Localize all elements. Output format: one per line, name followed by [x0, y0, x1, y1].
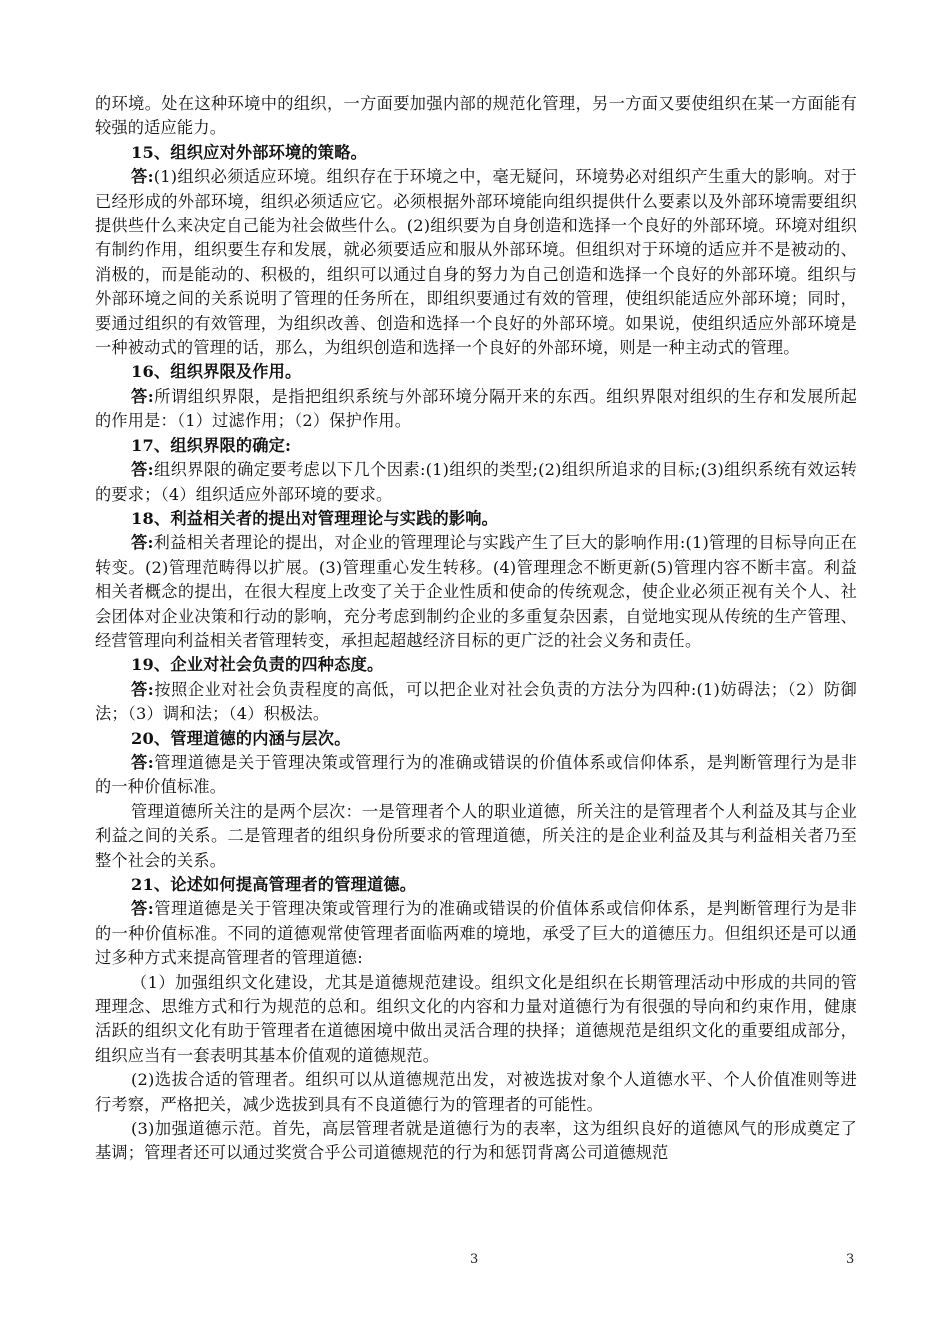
answer-text: 所谓组织界限，是指把组织系统与外部环境分隔开来的东西。组织界限对组织的生存和发展所起的作用是：（1）过滤作用；（2）保护作用。 — [95, 386, 857, 431]
paragraph: (3)加强道德示范。首先，高层管理者就是道德行为的表率，这为组织良好的道德风气的形成奠定了基调；管理者还可以通过奖赏合乎公司道德规范的行为和惩罚背离公司道德规范 — [95, 1119, 857, 1163]
answer-paragraph — [95, 531, 857, 653]
page-number-center: 3 — [470, 1252, 479, 1267]
answer-label: 答: — [131, 533, 154, 553]
section-heading-15: 15、组织应对外部环境的策略。 — [131, 142, 367, 162]
document-body — [95, 92, 857, 1166]
section-heading-17: 17、组织界限的确定: — [131, 435, 292, 455]
answer-text: 利益相关者理论的提出，对企业的管理理论与实践产生了巨大的影响作用:(1)管理的目标导向正在转变。(2)管理范畴得以扩展。(3)管理重心发生转移。(4)管理理念不断更新(5)管理内容不断丰富。利益相关者概念的提出，在很大程度上改变了关于企业性质和使命的传统观念，使企业必须正视有关个人、社会团体对企业决策和行动的影响，充分考虑到制约企业的多重复杂因素，自觉地实现从传统的生产管理、经营管理向利益相关者管理转变，承担起超越经济目标的更广泛的社会义务和责任。 — [95, 533, 857, 650]
answer-paragraph — [95, 165, 857, 360]
paragraph: 的环境。处在这种环境中的组织，一方面要加强内部的规范化管理，另一方面又要使组织在某一方面能有较强的适应能力。 — [95, 94, 857, 138]
paragraph: 管理道德所关注的是两个层次：一是管理者个人的职业道德，所关注的是管理者个人利益及其与企业利益之间的关系。二是管理者的组织身份所要求的管理道德，所关注的是企业利益及其与利益相关者乃至整个社会的关系。 — [95, 801, 857, 870]
answer-paragraph — [95, 458, 857, 507]
answer-label: 答: — [131, 679, 154, 699]
section-heading-19: 19、企业对社会负责的四种态度。 — [131, 655, 384, 675]
answer-label: 答: — [131, 167, 154, 187]
section-heading-21: 21、论述如何提高管理者的管理道德。 — [131, 875, 417, 894]
answer-paragraph — [95, 751, 857, 800]
answer-text: 组织界限的确定要考虑以下几个因素:(1)组织的类型;(2)组织所追求的目标;(3)组织系统有效运转的要求；（4）组织适应外部环境的要求。 — [95, 460, 857, 504]
answer-label: 答: — [131, 386, 154, 406]
section-heading-16: 16、组织界限及作用。 — [131, 362, 302, 382]
answer-text: 管理道德是关于管理决策或管理行为的准确或错误的价值体系或信仰体系，是判断管理行为是非的一种价值标准。 — [95, 752, 857, 797]
answer-label: 答: — [131, 752, 154, 772]
section-heading-20: 20、管理道德的内涵与层次。 — [131, 728, 351, 748]
answer-text: 管理道德是关于管理决策或管理行为的准确或错误的价值体系或信仰体系，是判断管理行为是非的一种价值标准。不同的道德观常使管理者面临两难的境地，承受了巨大的道德压力。但组织还是可以通过多种方式来提高管理者的管理道德: — [95, 899, 857, 968]
answer-text: 按照企业对社会负责程度的高低，可以把企业对社会负责的方法分为四种:(1)妨碍法；（2）防御法；（3）调和法；（4）积极法。 — [95, 679, 857, 724]
page-number-right: 3 — [846, 1252, 855, 1267]
answer-paragraph — [95, 678, 857, 727]
answer-paragraph — [95, 385, 857, 434]
paragraph: (2)选拔合适的管理者。组织可以从道德规范出发，对被选拔对象个人道德水平、个人价值准则等进行考察，严格把关，减少选拔到具有不良道德行为的管理者的可能性。 — [95, 1070, 857, 1114]
paragraph: （1）加强组织文化建设，尤其是道德规范建设。组织文化是组织在长期管理活动中形成的共同的管理理念、思维方式和行为规范的总和。组织文化的内容和力量对道德行为有很强的导向和约束作用，健康活跃的组织文化有助于管理者在道德困境中做出灵活合理的抉择；道德规范是组织文化的重要组成部分，组织应当有一套表明其基本价值观的道德规范。 — [95, 972, 857, 1065]
answer-text: (1)组织必须适应环境。组织存在于环境之中，毫无疑问，环境势必对组织产生重大的影响。对于已经形成的外部环境，组织必须适应它。必须根据外部环境能向组织提供什么要素以及外部环境需要组织提供些什么来决定自己能为社会做些什么。(2)组织要为自身创造和选择一个良好的外部环境。环境对组织有制约作用，组织要生存和发展，就必须要适应和服从外部环境。但组织对于环境的适应并不是被动的、消极的，而是能动的、积极的，组织可以通过自身的努力为自己创造和选择一个良好的外部环境。组织与外部环境之间的关系说明了管理的任务所在，即组织要通过有效的管理，使组织能适应外部环境；同时，要通过组织的有效管理，为组织改善、创造和选择一个良好的外部环境。如果说，使组织适应外部环境是一种被动式的管理的话，那么，为组织创造和选择一个良好的外部环境，则是一种主动式的管理。 — [95, 167, 857, 358]
answer-label: 答: — [131, 899, 154, 919]
section-heading-18: 18、利益相关者的提出对管理理论与实践的影响。 — [131, 508, 499, 528]
answer-paragraph — [95, 897, 857, 970]
answer-label: 答: — [131, 460, 154, 480]
